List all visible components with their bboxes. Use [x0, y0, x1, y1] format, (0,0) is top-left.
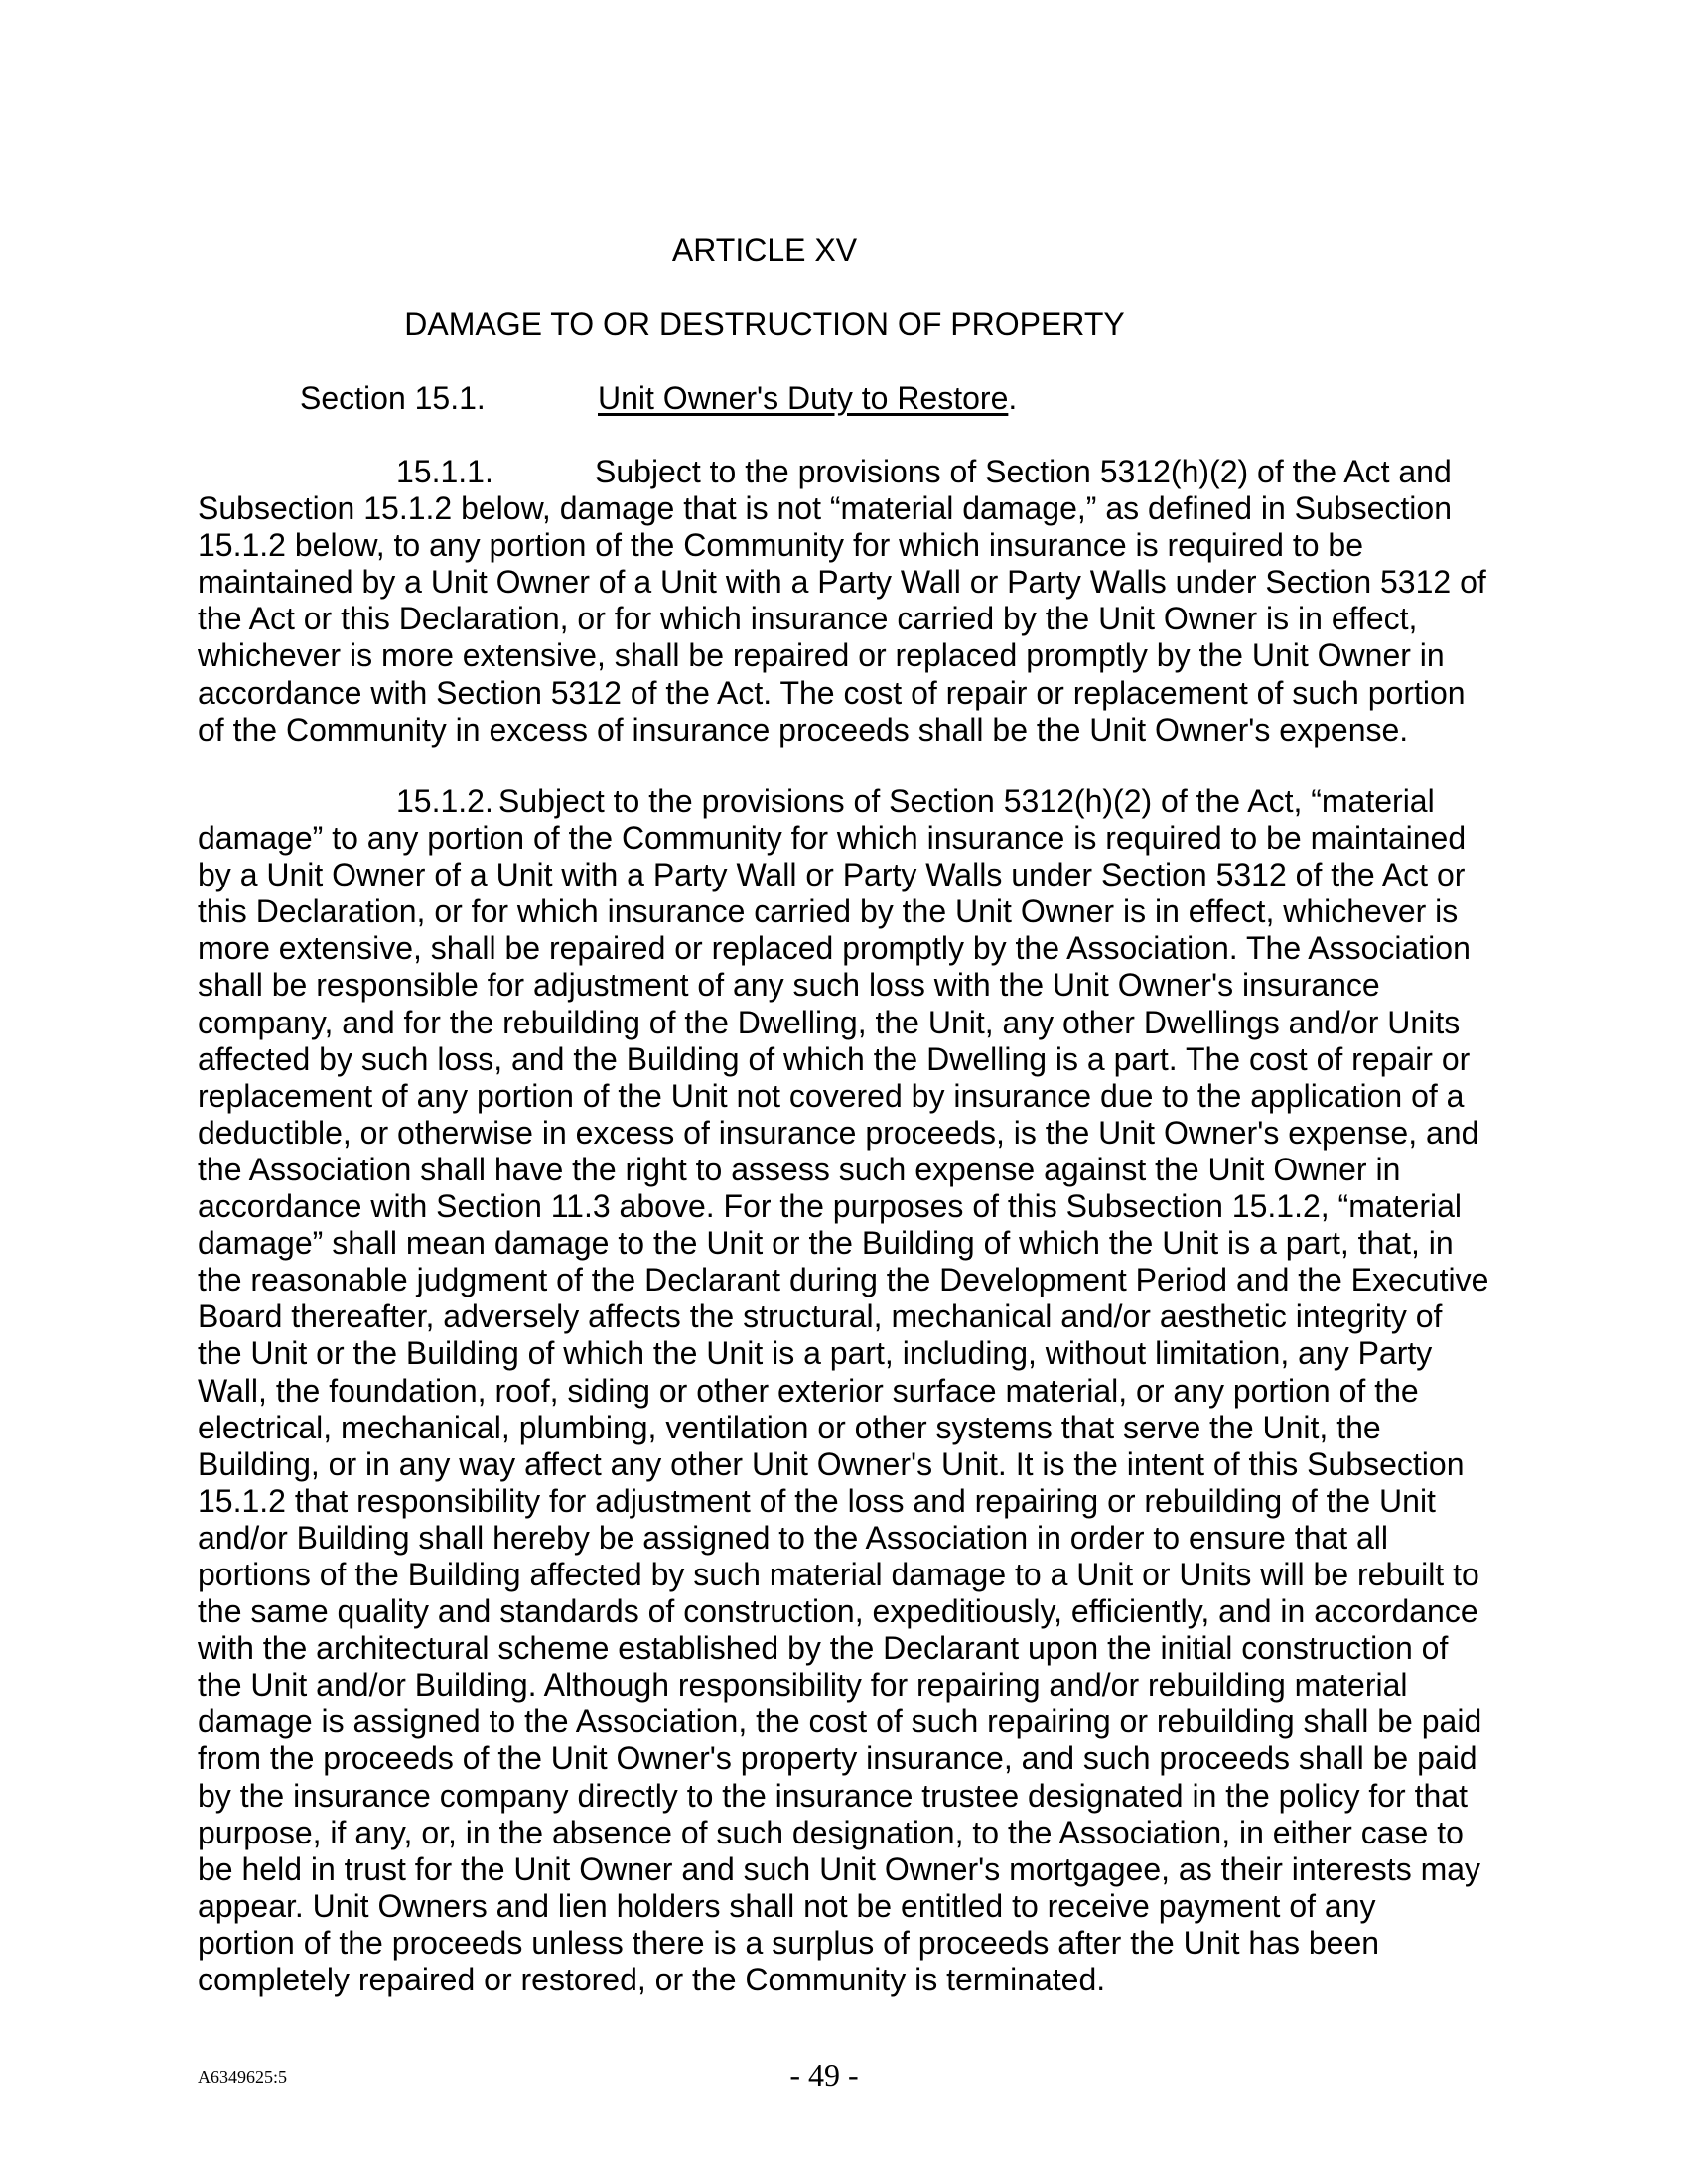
paragraph-line [198, 783, 1508, 820]
paragraph-line: the same quality and standards of construction, expeditiously, efficiently, and in accordance [198, 1593, 1478, 1630]
paragraph-line: the Act or this Declaration, or for which insurance carried by the Unit Owner is in effect, [198, 601, 1418, 637]
paragraph-line: the Association shall have the right to assess such expense against the Unit Owner in [198, 1151, 1401, 1187]
paragraph-line: more extensive, shall be repaired or replaced promptly by the Association. The Association [198, 930, 1471, 967]
paragraph-line: and/or Building shall hereby be assigned to the Association in order to ensure that all [198, 1519, 1388, 1556]
paragraph-line: shall be responsible for adjustment of any such loss with the Unit Owner's insurance [198, 967, 1380, 1004]
paragraph-line: damage” to any portion of the Community for which insurance is required to be maintained [198, 820, 1467, 857]
section-title-period: . [1008, 380, 1018, 416]
paragraph-line-text: Subject to the provisions of Section 5312(h)(2) of the Act, “material [498, 783, 1435, 819]
page-number: - 49 - [789, 2057, 859, 2093]
paragraph-line: with the architectural scheme established by the Declarant upon the initial construction of [198, 1630, 1449, 1667]
paragraph-line: damage” shall mean damage to the Unit or the Building of which the Unit is a part, that, in [198, 1225, 1454, 1262]
section-title: Unit Owner's Duty to Restore [598, 380, 1009, 416]
paragraph-line: accordance with Section 5312 of the Act. The cost of repair or replacement of such portion [198, 674, 1466, 711]
paragraph-line-text: Subject to the provisions of Section 5312(h)(2) of the Act and [595, 454, 1452, 489]
paragraph-line: the Unit or the Building of which the Unit is a part, including, without limitation, any Party [198, 1335, 1433, 1372]
paragraph-line: electrical, mechanical, plumbing, ventilation or other systems that serve the Unit, the [198, 1409, 1381, 1445]
paragraph-line: completely repaired or restored, or the Community is terminated. [198, 1962, 1106, 1997]
article-title: ARTICLE XV [671, 232, 858, 268]
paragraph-line: Board thereafter, adversely affects the structural, mechanical and/or aesthetic integrity of [198, 1298, 1443, 1335]
paragraph-line: the Unit and/or Building. Although responsibility for repairing and/or rebuilding material [198, 1667, 1408, 1704]
paragraph-line: by the insurance company directly to the insurance trustee designated in the policy for that [198, 1777, 1468, 1814]
paragraph-line [198, 454, 1508, 490]
paragraph-line: Subsection 15.1.2 below, damage that is not “material damage,” as defined in Subsection [198, 490, 1452, 527]
paragraph-line: Wall, the foundation, roof, siding or other exterior surface material, or any portion of the [198, 1372, 1419, 1409]
paragraph-line: portion of the proceeds unless there is a surplus of proceeds after the Unit has been [198, 1924, 1380, 1961]
paragraph-line: this Declaration, or for which insurance carried by the Unit Owner is in effect, whichever is [198, 893, 1459, 930]
paragraph-line: accordance with Section 11.3 above. For the purposes of this Subsection 15.1.2, “material [198, 1188, 1463, 1225]
paragraph-line: purpose, if any, or, in the absence of such designation, to the Association, in either case to [198, 1814, 1464, 1850]
subsection-number: 15.1.1. [396, 454, 493, 489]
paragraph-line: 15.1.2 that responsibility for adjustment of the loss and repairing or rebuilding of the Unit [198, 1482, 1436, 1519]
paragraph-line: Building, or in any way affect any other Unit Owner's Unit. It is the intent of this Subsection [198, 1445, 1465, 1482]
paragraph-line: portions of the Building affected by such material damage to a Unit or Units will be rebuilt to [198, 1556, 1479, 1592]
section-number: Section 15.1. [300, 380, 486, 416]
paragraph-15-1-1 [198, 454, 1508, 749]
paragraph-line: 15.1.2 below, to any portion of the Community for which insurance is required to be [198, 527, 1363, 564]
paragraph-line: whichever is more extensive, shall be repaired or replaced promptly by the Unit Owner in [198, 637, 1445, 674]
document-code: A6349625:5 [198, 2067, 287, 2087]
paragraph-line: affected by such loss, and the Building of which the Dwelling is a part. The cost of repair or [198, 1040, 1471, 1077]
paragraph-line: replacement of any portion of the Unit not covered by insurance due to the application of a [198, 1077, 1465, 1114]
paragraph-line: be held in trust for the Unit Owner and such Unit Owner's mortgagee, as their interests may [198, 1850, 1481, 1887]
paragraph-line: of the Community in excess of insurance proceeds shall be the Unit Owner's expense. [198, 711, 1409, 748]
section-heading [300, 380, 1017, 416]
paragraph-line: appear. Unit Owners and lien holders shall not be entitled to receive payment of any [198, 1887, 1376, 1924]
subsection-number: 15.1.2. [396, 783, 493, 819]
article-subtitle: DAMAGE TO OR DESTRUCTION OF PROPERTY [404, 306, 1125, 341]
paragraph-line: company, and for the rebuilding of the Dwelling, the Unit, any other Dwellings and/or Units [198, 1004, 1461, 1040]
paragraph-line: from the proceeds of the Unit Owner's property insurance, and such proceeds shall be paid [198, 1740, 1477, 1777]
paragraph-line: maintained by a Unit Owner of a Unit with a Party Wall or Party Walls under Section 5312 of [198, 564, 1486, 601]
paragraph-line: by a Unit Owner of a Unit with a Party Wall or Party Walls under Section 5312 of the Act or [198, 857, 1466, 893]
paragraph-line: the reasonable judgment of the Declarant during the Development Period and the Executive [198, 1262, 1489, 1298]
paragraph-15-1-2 [198, 783, 1508, 1998]
paragraph-line: deductible, or otherwise in excess of insurance proceeds, is the Unit Owner's expense, and [198, 1114, 1479, 1151]
paragraph-line: damage is assigned to the Association, the cost of such repairing or rebuilding shall be paid [198, 1704, 1482, 1740]
